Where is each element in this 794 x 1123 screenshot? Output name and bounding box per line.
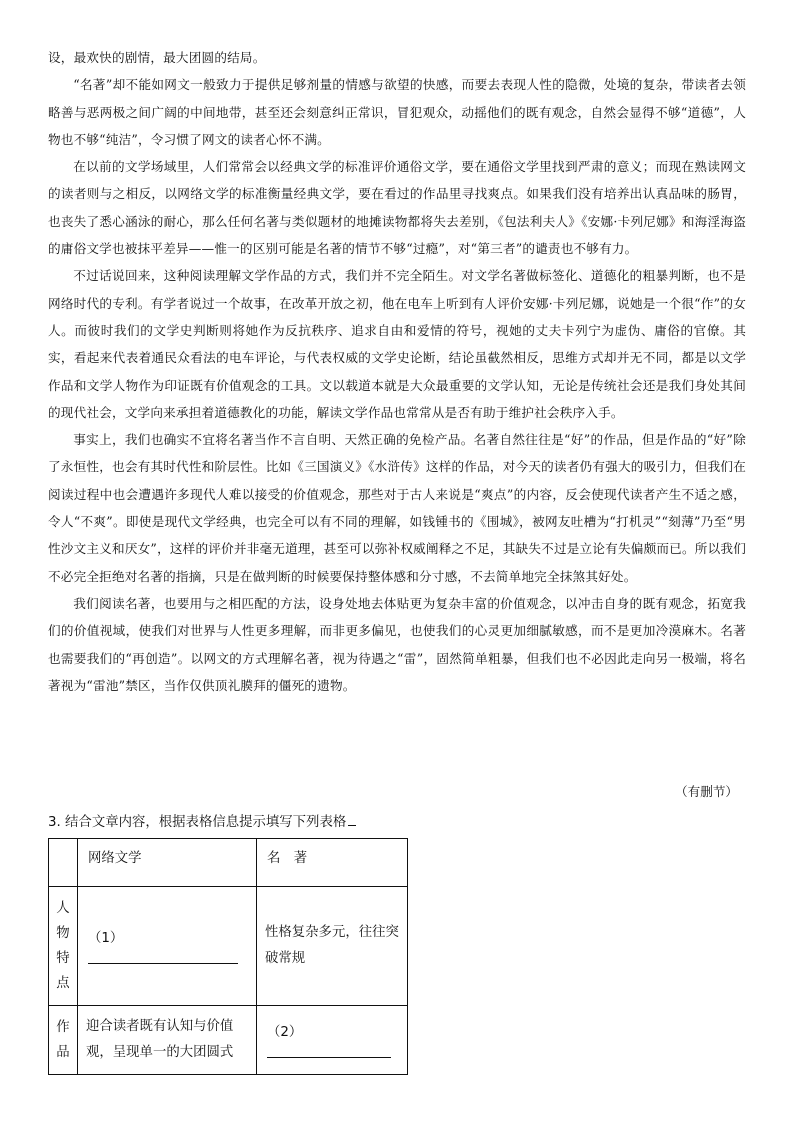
comparison-table: [48, 838, 408, 1075]
row-label-char: 作: [56, 1020, 70, 1035]
source-note: （有删节）: [675, 784, 738, 799]
row-label-char: 物: [56, 926, 70, 941]
article-passage: [48, 44, 746, 699]
classics-character-cell: [257, 887, 408, 1006]
question-prompt: [48, 811, 356, 830]
question-text: 3. 结合文章内容，根据表格信息提示填写下列表格: [48, 815, 347, 830]
table-row: [49, 887, 408, 1006]
header-network-literature: 网络文学: [78, 839, 257, 887]
paragraph: 不过话说回来，这种阅读理解文学作品的方式，我们并不完全陌生。对文学名著做标签化、道德化的粗暴判断，也不是网络时代的专利。有学者说过一个故事，在改革开放之初，他在电车上听到有人评价安娜·卡列尼娜，说她是一个很“作”的女人。而彼时我们的文学史判断则将她作为反抗秩序、追求自由和爱情的符号，视她的丈夫卡列宁为虚伪、庸俗的官僚。其实，看起来代表着通民众看法的电车评论，与代表权威的文学史论断，结论虽截然相反，思维方式却并无不同，都是以文学作品和文学人物作为印证既有价值观念的工具。文以载道本就是大众最重要的文学认知，无论是传统社会还是我们身处其间的现代社会，文学向来承担着道德教化的功能，解读文学作品也常常从是否有助于维护社会秩序入手。: [48, 268, 746, 420]
network-works-cell: [78, 1006, 257, 1075]
answer-blank-cell-1[interactable]: [78, 887, 257, 1006]
row-label-works: [49, 1006, 78, 1075]
row-label-char: 点: [56, 976, 70, 991]
answer-underline: [348, 815, 356, 826]
paragraph: 在以前的文学场域里，人们常常会以经典文学的标准评价通俗文学，要在通俗文学里找到严肃的意义；而现在熟读网文的读者则与之相反，以网络文学的标准衡量经典文学，要在看过的作品里寻找爽点。如果我们没有培养出认真品味的肠胃，也丧失了悉心涵泳的耐心，那么任何名著与类似题材的地摊读物都将失去差别，《包法利夫人》《安娜·卡列尼娜》和海淫海盗的庸俗文学也被抹平差异——惟一的区别可能是名著的情节不够“过瘾”，对“第三者”的谴责也不够有力。: [48, 159, 746, 257]
blank-number: （1）: [88, 930, 124, 946]
row-label-char: 人: [56, 901, 70, 916]
answer-blank-cell-2[interactable]: [257, 1006, 408, 1075]
paragraph: “名著”却不能如网文一般致力于提供足够剂量的情感与欲望的快感，而要去表现人性的隐微，处境的复杂，带读者去领略善与恶两极之间广阔的中间地带，甚至还会刻意纠正常识，冒犯观众，动摇他们的既有观念，自然会显得不够“道德”，人物也不够“纯洁”，令习惯了网文的读者心怀不满。: [48, 77, 746, 147]
paragraph: 设，最欢快的剧情，最大团圆的结局。: [48, 50, 266, 65]
cell-text: 性格复杂多元，往往突破常规: [265, 925, 399, 966]
table-header-row: [49, 839, 408, 887]
answer-line[interactable]: [267, 1057, 391, 1058]
table-row: [49, 1006, 408, 1075]
paragraph: 我们阅读名著，也要用与之相匹配的方法，设身处地去体贴更为复杂丰富的价值观念，以冲击自身的既有观念，拓宽我们的价值视域，使我们对世界与人性更多理解，而非更多偏见，也使我们的心灵更加细腻敏感，而不是更加冷漠麻木。名著也需要我们的“再创造”。以网文的方式理解名著，视为待遇之“雷”，固然简单粗暴，但我们也不必因此走向另一极端，将名著视为“雷池”禁区，当作仅供顶礼膜拜的僵死的遗物。: [48, 595, 746, 693]
answer-line[interactable]: [88, 963, 238, 964]
paragraph: 事实上，我们也确实不宜将名著当作不言自明、天然正确的免检产品。名著自然往往是“好”的作品，但是作品的“好”除了永恒性，也会有其时代性和阶层性。比如《三国演义》《水浒传》这样的作品，对今天的读者仍有强大的吸引力，但我们在阅读过程中也会遭遇许多现代人难以接受的价值观念，那些对于古人来说是“爽点”的内容，反会使现代读者产生不适之感，令人“不爽”。即使是现代文学经典，也完全可以有不同的理解，如钱锺书的《围城》，被网友吐槽为“打机灵”“刻薄”乃至“男性沙文主义和厌女”，这样的评价并非毫无道理，甚至可以弥补权威阐释之不足，其缺失不过是立论有失偏颇而已。所以我们不必完全拒绝对名著的指摘，只是在做判断的时候要保持整体感和分寸感，不去简单地完全抹煞其好处。: [48, 432, 746, 584]
header-classics: 名 著: [257, 839, 408, 887]
cell-text: 迎合读者既有认知与价值观，呈现单一的大团圆式: [86, 1019, 234, 1060]
row-label-character-traits: [49, 887, 78, 1006]
row-label-char: 品: [56, 1045, 70, 1060]
row-label-char: 特: [56, 951, 70, 966]
table-corner-cell: [49, 839, 78, 887]
blank-number: （2）: [267, 1024, 303, 1040]
